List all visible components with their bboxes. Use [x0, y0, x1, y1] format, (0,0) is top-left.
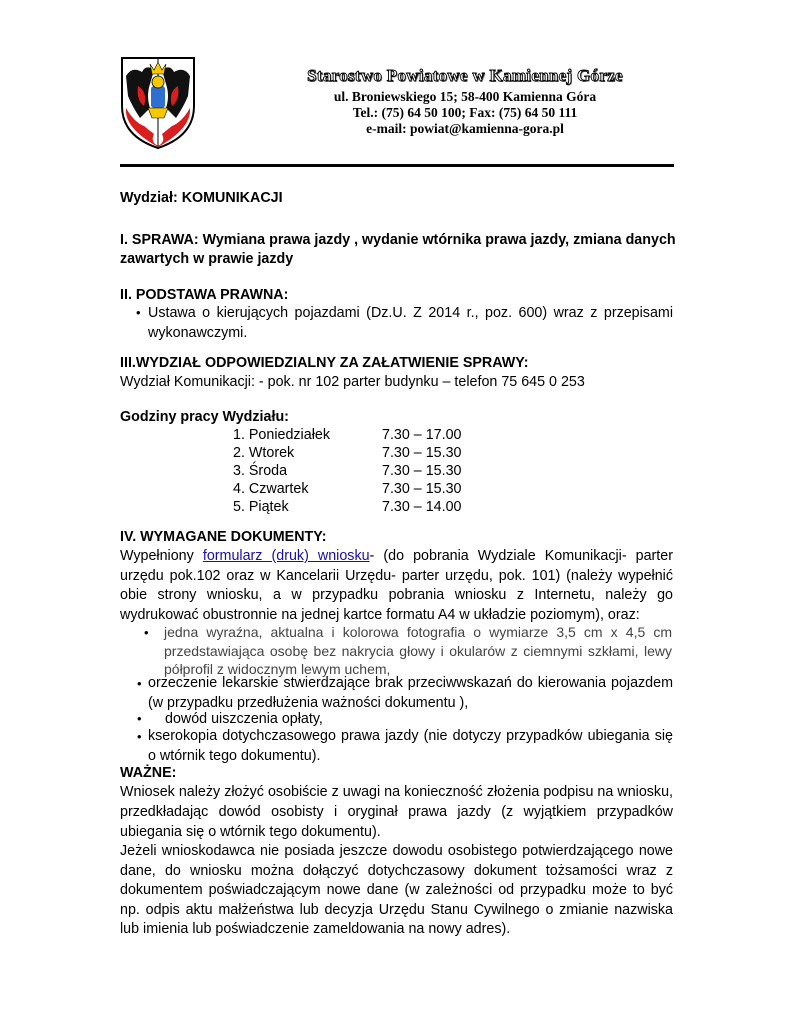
header-title: Starostwo Powiatowe w Kamiennej Górze — [307, 66, 623, 85]
documents-heading: IV. WYMAGANE DOKUMENTY: — [120, 529, 327, 545]
department-label: Wydział: KOMUNIKACJI — [120, 190, 283, 206]
wydzial-text: Wydział Komunikacji: - pok. nr 102 parter budynku – telefon 75 645 0 253 — [120, 374, 585, 390]
document-item-fee: dowód uiszczenia opłaty, — [165, 711, 323, 727]
wydzial-heading: III.WYDZIAŁ ODPOWIEDZIALNY ZA ZAŁATWIENIE SPRAWY: — [120, 355, 529, 371]
podstawa-heading: II. PODSTAWA PRAWNA: — [120, 287, 289, 303]
header-phone: Tel.: (75) 64 50 100; Fax: (75) 64 50 111 — [352, 105, 578, 120]
hours-day: 5. Piątek — [233, 499, 289, 515]
hours-day: 1. Poniedziałek — [233, 427, 330, 443]
hours-time: 7.30 – 17.00 — [382, 427, 462, 443]
document-item-photo: jedna wyraźna, aktualna i kolorowa fotografia o wymiarze 3,5 cm x 4,5 cm przedstawiająca osobę bez nakrycia głowy i okularów z ciemnymi szkłami, lewy półprofil z widocznym lewym uchem, — [164, 624, 672, 677]
hours-day: 2. Wtorek — [233, 445, 295, 461]
header-address: ul. Broniewskiego 15; 58-400 Kamienna Góra — [333, 89, 597, 104]
important-heading: WAŻNE: — [120, 765, 177, 781]
documents-intro — [120, 547, 673, 625]
hours-day: 4. Czwartek — [233, 481, 309, 497]
bullet-icon: • — [136, 305, 141, 320]
sprawa-heading-line2: zawartych w prawie jazdy — [120, 251, 294, 267]
coat-of-arms-icon — [120, 56, 196, 150]
bullet-icon: • — [137, 729, 142, 744]
hours-time: 7.30 – 15.30 — [382, 463, 462, 479]
header-email: e-mail: powiat@kamienna-gora.pl — [366, 121, 564, 136]
hours-heading: Godziny pracy Wydziału: — [120, 409, 289, 425]
hours-time: 7.30 – 14.00 — [382, 499, 462, 515]
header-divider — [120, 164, 674, 167]
sprawa-heading-line1: I. SPRAWA: Wymiana prawa jazdy , wydanie wtórnika prawa jazdy, zmiana danych — [120, 232, 676, 248]
hours-time: 7.30 – 15.30 — [382, 481, 462, 497]
hours-day: 3. Środa — [233, 463, 288, 479]
important-paragraph-2: Jeżeli wnioskodawca nie posiada jeszcze dowodu osobistego potwierdzającego nowe dane, do wniosku można dołączyć dotychczasowy dokument tożsamości wraz z dokumentem poświadczającym nowe dane (w zależności od przypadku może to być np. odpis aktu małżeństwa lub decyzja Urzędu Stanu Cywilnego o zmianie nazwiska lub imienia lub poświadczenie zameldowania na nowy adres). — [120, 843, 673, 938]
intro-text-rest: - (do pobrania Wydziale Komunikacji- parter urzędu pok.102 oraz w Kancelarii Urzędu- parter urzędu, pok. 101) (należy wypełnić obie strony wniosku, a w przypadku pobrania wniosku z Internetu, należy go wydrukować obustronnie na jednej kartce formatu A4 w układzie poziomym), oraz: — [120, 548, 673, 623]
bullet-icon: • — [144, 625, 149, 640]
hours-time: 7.30 – 15.30 — [382, 445, 462, 461]
document-item-copy: kserokopia dotychczasowego prawa jazdy (nie dotyczy przypadków ubiegania się o wtórnik tego dokumentu). — [148, 728, 673, 764]
form-link[interactable]: formularz (druk) wniosku — [202, 548, 370, 564]
bullet-icon: • — [137, 711, 142, 726]
bullet-icon: • — [137, 676, 142, 691]
podstawa-item: Ustawa o kierujących pojazdami (Dz.U. Z 2014 r., poz. 600) wraz z przepisami wykonawczymi. — [148, 305, 673, 341]
important-paragraph-1: Wniosek należy złożyć osobiście z uwagi na konieczność złożenia podpisu na wniosku, przedkładając dowód osobisty i oryginał prawa jazdy (z wyjątkiem przypadków ubiegania się o wtórnik tego dokumentu). — [120, 784, 673, 840]
intro-text: Wypełniony — [120, 548, 203, 564]
document-item-medical: orzeczenie lekarskie stwierdzające brak przeciwwskazań do kierowania pojazdem (w przypadku przedłużenia ważności dokumentu ), — [148, 675, 673, 711]
